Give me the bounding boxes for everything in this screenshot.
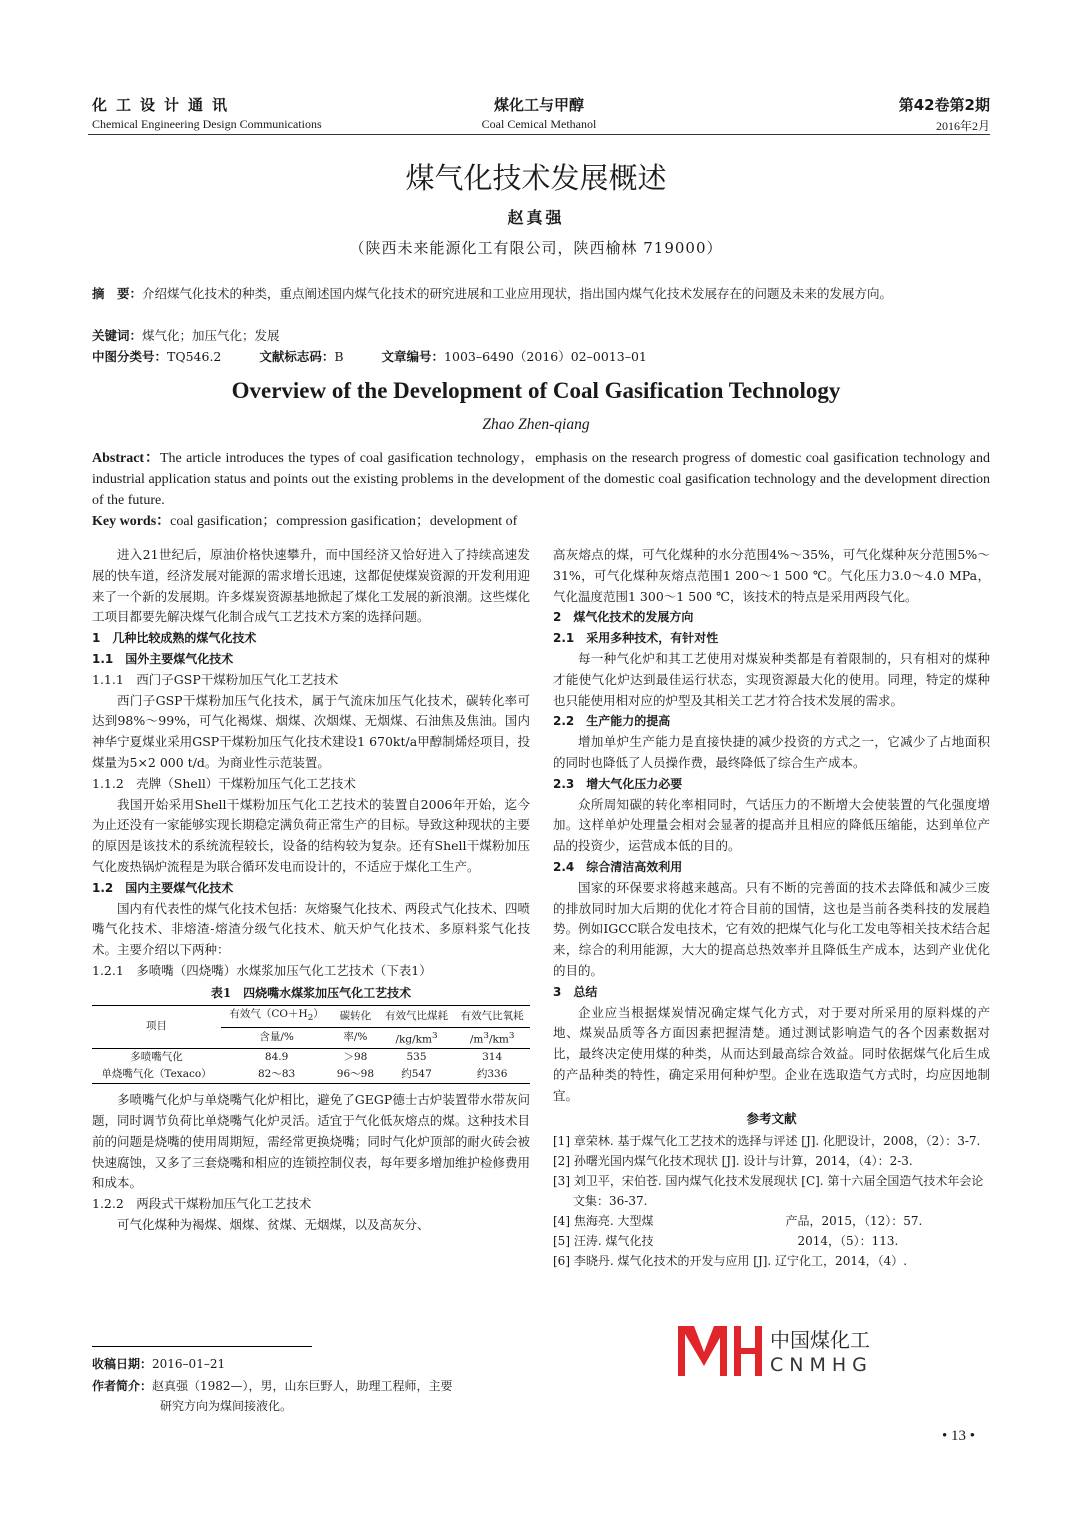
reference-item: [2] 孙曙光国内煤气化技术现状 [J]. 设计与计算，2014，（4）：2-3. (553, 1154, 913, 1169)
paragraph-domestic: 国内有代表性的煤气化技术包括：灰熔聚气化技术、两段式气化技术、四喷嘴气化技术、非熔渣-熔渣分级气化技术、航天炉气化技术、多原料浆气化技术。主要介绍以下两种： (92, 900, 530, 958)
article-title: 煤气化技术发展概述 (405, 161, 667, 195)
table-cell: 314 (482, 1051, 503, 1064)
classification-line (92, 346, 990, 367)
received-label: 收稿日期： (92, 1357, 153, 1371)
journal-name-zh: 化工设计通讯 (92, 96, 237, 114)
keywords-en (92, 511, 990, 532)
paragraph-3: 企业应当根据煤炭情况确定煤气化方式，对于要对所采用的原料煤的产地、煤炭品质等各方面因素把握清楚。通过测试影响造气的各个因素数据对比，最终决定使用煤的种类，从而达到最高综合效益。同时依据煤气化后生成的产品种类的特性，确定采用何种炉型。企业在选取造气方式时，均应因地制宜。 (553, 1004, 990, 1103)
received-date (92, 1354, 532, 1375)
article-number-value: 1003–6490（2016）02–0013–01 (444, 349, 647, 364)
watermark-text-zh: 中国煤化工 (768, 1324, 872, 1353)
clc-label: 中图分类号： (92, 349, 168, 364)
heading-1-2-1: 1.2.1 多喷嘴（四烧嘴）水煤浆加压气化工艺技术（下表1） (92, 962, 432, 978)
section-name-en: Coal Cemical Methanol (481, 117, 597, 131)
affiliation: （陕西未来能源化工有限公司，陕西榆林 719000） (349, 239, 723, 257)
abstract-zh (92, 283, 990, 304)
article-title-en: Overview of the Development of Coal Gasification Technology (231, 378, 841, 403)
page-number: • 13 • (942, 1428, 976, 1444)
watermark-logo (676, 1322, 876, 1380)
data-table (92, 1005, 530, 1085)
heading-1-1-1: 1.1.1 西门子GSP干煤粉加压气化工艺技术 (92, 671, 339, 687)
coal-unit-text: /kg/km (395, 1033, 432, 1046)
journal-name-en: Chemical Engineering Design Communications (92, 117, 322, 131)
paragraph-continued: 高灰熔点的煤，可气化煤种的水分范围4%～35%，可气化煤种灰分范围5%～31%，可气化煤种灰熔点范围1 200～1 500 ℃。气化压力3.0～4.0 MPa，气化温度范围1 300～1 500 ℃，该技术的特点是采用两段气化。 (553, 547, 990, 604)
coal-unit-sup: 3 (431, 1030, 438, 1041)
heading-2-1: 2.1 采用多种技术，有针对性 (553, 631, 719, 646)
author-bio-continued: 研究方向为煤间接液化。 (160, 1399, 293, 1413)
table-cell: 约336 (476, 1068, 508, 1081)
body-column-right (553, 545, 990, 1271)
heading-2-2: 2.2 生产能力的提高 (553, 714, 671, 729)
paragraph-multi-nozzle: 多喷嘴气化炉与单烧嘴气化炉相比，避免了GEGP德士古炉装置带水带灰问题，同时调节负荷比单烧嘴气化炉灵活。适宜于气化低灰熔点的煤。这种技术目前的问题是烧嘴的使用周期短，需经常更换烧嘴；同时气化炉顶部的耐火砖会被快速腐蚀，又多了三套烧嘴和相应的连锁控制仪表，每年要多增加维护检修费用和成本。 (92, 1092, 530, 1191)
abstract-text: 介绍煤气化技术的种类，重点阐述国内煤气化技术的研究进展和工业应用现状，指出国内煤气化技术发展存在的问题及未来的发展方向。 (142, 286, 893, 301)
reference-item: [3] 刘卫平，宋伯苍. 国内煤气化技术发展现状 [C]. 第十六届全国造气技术年会论文集：36-37. (553, 1174, 984, 1209)
volume-issue: 第42卷第2期 (898, 96, 990, 114)
reference-item: [1] 章荣林. 基于煤气化工艺技术的选择与评述 [J]. 化肥设计，2008，（2）：3-7. (553, 1134, 981, 1149)
table-header-coal: 有效气比煤耗 (384, 1009, 448, 1022)
references-title: 参考文献 (746, 1110, 797, 1126)
doc-code-label: 文献标志码： (259, 349, 335, 364)
table-header-item: 项目 (92, 1005, 221, 1049)
reference-item: [6] 李晓丹. 煤气化技术的开发与应用 [J]. 辽宁化工，2014，（4）. (553, 1254, 908, 1269)
heading-2-4: 2.4 综合清洁高效利用 (553, 859, 683, 874)
table-header-gas-sub: 2 (307, 1012, 314, 1023)
heading-3: 3 总结 (553, 984, 598, 999)
table-cell: 约547 (401, 1068, 432, 1081)
section-name (88, 94, 990, 132)
footnote-rule (92, 1346, 312, 1347)
reference-item: [4] 焦海亮. 大型煤 产品，2015，（12）：57. (553, 1214, 923, 1229)
paragraph-2-3: 众所周知碳的转化率相同时，气话压力的不断增大会使装置的气化强度增加。这样单炉处理量会相对会显著的提高并且相应的降低压缩能，达到单位产品的投资少，运营成本低的目的。 (553, 796, 990, 854)
table-header-oxygen-unit (454, 1027, 530, 1049)
section-name-zh: 煤化工与甲醇 (493, 96, 584, 114)
abstract-en (92, 448, 990, 511)
reference-item: [5] 汪涛. 煤气化技 2014，（5）：113. (553, 1234, 899, 1249)
keywords-label: 关键词： (92, 328, 143, 343)
watermark-text-en: CNMHG (770, 1354, 873, 1376)
table-cell: 多喷嘴气化 (130, 1051, 183, 1064)
heading-1-1: 1.1 国外主要煤气化技术 (92, 651, 234, 666)
table-caption: 表1 四烧嘴水煤浆加压气化工艺技术 (210, 985, 412, 1000)
table-header-oxygen: 有效气比氧耗 (460, 1009, 524, 1022)
table-cell: ＞98 (343, 1051, 368, 1064)
table-row (92, 1049, 530, 1067)
table-header-carbon: 碳转化 (339, 1009, 372, 1022)
oxy-unit-text: /m (469, 1033, 484, 1046)
issue-date: 2016年2月 (935, 119, 990, 133)
keywords-text: 煤气化；加压气化；发展 (142, 328, 280, 343)
author-bio (92, 1376, 532, 1397)
table-header-gas-tail: ） (313, 1007, 324, 1020)
article-number-label: 文章编号： (381, 349, 445, 364)
table-cell: 84.9 (264, 1051, 289, 1064)
bio-text: 赵真强（1982—），男，山东巨野人，助理工程师，主要 (152, 1379, 453, 1393)
issue-info (899, 94, 990, 134)
table-cell: 96～98 (336, 1068, 375, 1081)
table-header-carbon-unit: 率/% (332, 1027, 379, 1049)
table-header-coal-unit (379, 1027, 455, 1049)
received-value: 2016–01–21 (152, 1357, 226, 1371)
cnmhg-logo-icon (676, 1322, 764, 1380)
abstract-label: 摘 要： (92, 286, 143, 301)
paragraph-intro: 进入21世纪后，原油价格快速攀升，而中国经济又恰好进入了持续高速发展的快车道，经济发展对能源的需求增长迅速，这都促使煤炭资源的开发利用迎来了一个新的发展期。许多煤炭资源基地掀起了煤化工发展的新浪潮。这些煤化工项目都要先解决煤气化制合成气工艺技术方案的选择问题。 (92, 547, 530, 625)
running-header (88, 94, 990, 135)
clc-value: TQ546.2 (167, 349, 222, 364)
paragraph-shell: 我国开始采用Shell干煤粉加压气化工艺技术的装置自2006年开始，迄今为止还没有一家能够实现长期稳定满负荷正常生产的目标。导致这种现状的主要的原因是该技术的系统流程较长，设备的结构较为复杂。还有Shell干煤粉加压气化废热锅炉流程是为联合循环发电而设计的，不适应于煤化工生产。 (92, 796, 530, 874)
author-name: 赵真强 (507, 208, 565, 227)
bio-label: 作者简介： (92, 1379, 153, 1393)
keywords-en-text: coal gasification；compression gasification；development of (170, 514, 518, 529)
paragraph-gsp: 西门子GSP干煤粉加压气化技术，属于气流床加压气化技术，碳转化率可达到98%～99%，可气化褐煤、烟煤、次烟煤、无烟煤、石油焦及焦油。国内神华宁夏煤业采用GSP干煤粉加压气化技术建设1 670kt/a甲醇制烯烃项目，投煤量为5×2 000 t/d。为商业性示范装置。 (92, 692, 530, 770)
paragraph-two-stage: 可气化煤种为褐煤、烟煤、贫煤、无烟煤，以及高灰分、 (117, 1216, 430, 1232)
table-cell: 535 (406, 1051, 427, 1064)
oxy-unit-sup2: 3 (508, 1030, 515, 1041)
doc-code-value: B (334, 349, 344, 364)
heading-1-2: 1.2 国内主要煤气化技术 (92, 880, 234, 895)
abstract-en-text: The article introduces the types of coal gasification technology，emphasis on the research progress of domestic coal gasification technology and industrial application status and points out the existing problems in the development of the domestic coal gasification technology and the development direction of the future. (92, 451, 990, 508)
abstract-en-label: Abstract： (92, 451, 160, 466)
keywords-zh (92, 325, 990, 346)
table-header-gas-text: 有效气（CO＋H (229, 1007, 308, 1020)
paragraph-2-2: 增加单炉生产能力是直接快捷的减少投资的方式之一，它减少了占地面积的同时也降低了人员操作费，最终降低了综合生产成本。 (553, 734, 990, 770)
table-header-gas-unit: 含量/% (221, 1027, 332, 1049)
oxy-unit-tail: /km (488, 1033, 509, 1046)
table-cell: 单烧嘴气化（Texaco） (101, 1068, 212, 1081)
heading-1-2-2: 1.2.2 两段式干煤粉加压气化工艺技术 (92, 1196, 312, 1212)
keywords-en-label: Key words： (92, 514, 171, 529)
heading-2-3: 2.3 增大气化压力必要 (553, 776, 683, 791)
paragraph-2-4: 国家的环保要求将越来越高。只有不断的完善面的技术去降低和减少三废的排放同时加大后期的优化才符合目前的国情，这也是当前各类科技的发展趋势。例如IGCC联合发电技术，它有效的把煤气化与化工发电等相关技术结合起来，综合的利用能源，大大的提高总热效率并且降低生产成本，达到产业优化的目的。 (553, 879, 990, 978)
body-column-left (92, 545, 530, 1236)
heading-2: 2 煤气化技术的发展方向 (553, 610, 694, 625)
table-header-gas (221, 1005, 332, 1027)
table-row (92, 1066, 530, 1084)
author-name-en: Zhao Zhen-qiang (482, 416, 590, 433)
heading-1: 1 几种比较成熟的煤气化技术 (92, 631, 257, 646)
heading-1-1-2: 1.1.2 壳牌（Shell）干煤粉加压气化工艺技术 (92, 775, 356, 791)
table-cell: 82～83 (257, 1068, 296, 1081)
oxy-unit-sup: 3 (483, 1030, 489, 1041)
paragraph-2-1: 每一种气化炉和其工艺使用对煤炭种类都是有着限制的，只有相对的煤种才能使气化炉达到最佳运行状态，实现资源最大化的使用。同理，特定的煤种也只能使用相对应的炉型及其相关工艺才符合技术发展的需求。 (553, 650, 990, 708)
